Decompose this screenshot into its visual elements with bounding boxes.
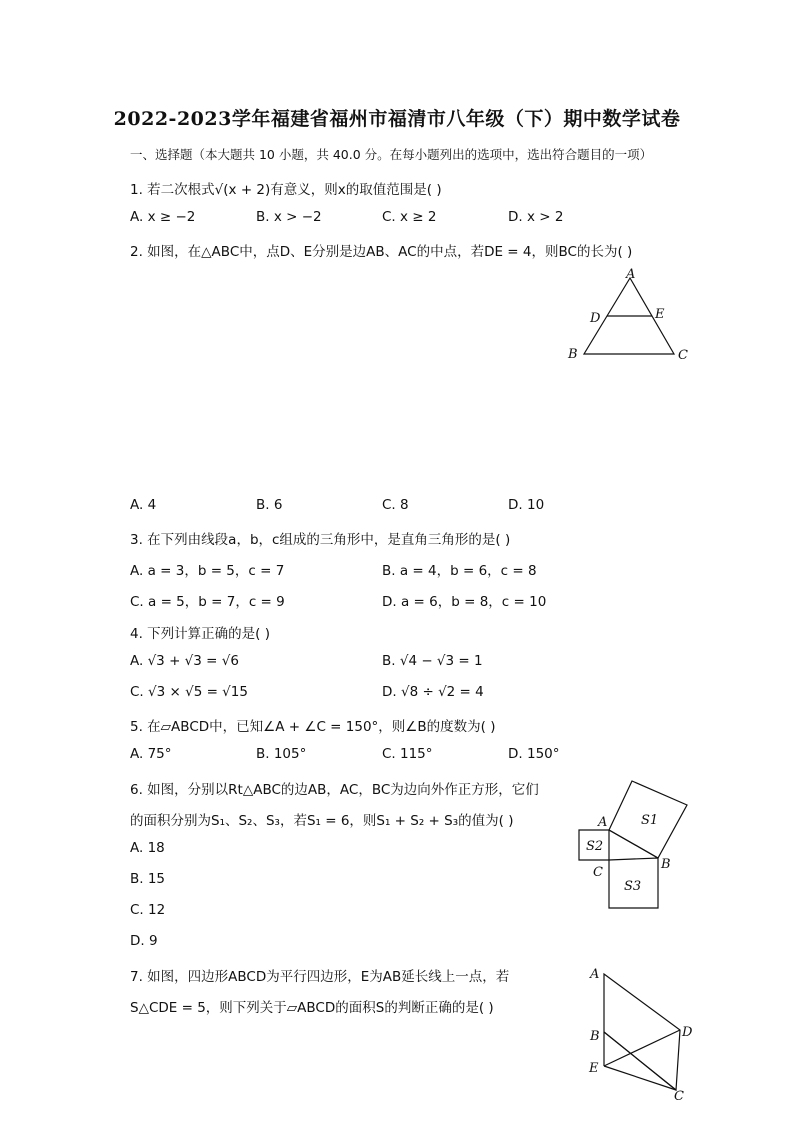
triangle-figure [560, 266, 700, 366]
section-heading: 一、选择题（本大题共 10 小题，共 40.0 分。在每小题列出的选项中，选出符合题目的一项） [130, 147, 653, 162]
question-3-stem: 3. 在下列由线段a，b，c组成的三角形中，是直角三角形的是( ) [130, 532, 511, 548]
q5-option-d: D. 150° [508, 746, 560, 762]
q4-option-a: A. √3 + √3 = √6 [130, 653, 239, 669]
q5-option-c: C. 115° [382, 746, 433, 762]
label-a: A [590, 967, 600, 982]
q5-option-b: B. 105° [256, 746, 307, 762]
question-1-stem: 1. 若二次根式√(x + 2)有意义，则x的取值范围是( ) [130, 182, 442, 198]
label-b: B [590, 1029, 600, 1044]
question-5-stem: 5. 在▱ABCD中，已知∠A + ∠C = 150°，则∠B的度数为( ) [130, 719, 496, 735]
label-a: A [598, 815, 608, 830]
q2-option-c: C. 8 [382, 497, 409, 513]
q1-option-a: A. x ≥ −2 [130, 209, 196, 225]
label-s2: S2 [586, 839, 604, 854]
q1-option-c: C. x ≥ 2 [382, 209, 437, 225]
label-c: C [674, 1089, 684, 1102]
label-e: E [655, 307, 665, 322]
q6-option-c: C. 12 [130, 902, 166, 918]
question-7-stem-line1: 7. 如图，四边形ABCD为平行四边形，E为AB延长线上一点，若 [130, 969, 510, 985]
q6-option-a: A. 18 [130, 840, 165, 856]
q2-option-a: A. 4 [130, 497, 157, 513]
label-d: D [590, 311, 601, 326]
segment-ed [604, 1030, 680, 1066]
segment-ec [604, 1066, 676, 1090]
q1-option-d: D. x > 2 [508, 209, 564, 225]
q2-option-d: D. 10 [508, 497, 545, 513]
q1-option-b: B. x > −2 [256, 209, 322, 225]
q6-option-d: D. 9 [130, 933, 158, 949]
q4-option-d: D. √8 ÷ √2 = 4 [382, 684, 484, 700]
label-b: B [568, 347, 578, 362]
page-title: 2022-2023学年福建省福州市福清市八年级（下）期中数学试卷 [113, 108, 681, 130]
parallelogram-figure [584, 962, 704, 1102]
label-c: C [593, 865, 603, 880]
q3-option-c: C. a = 5，b = 7，c = 9 [130, 594, 285, 610]
q4-option-b: B. √4 − √3 = 1 [382, 653, 483, 669]
q5-option-a: A. 75° [130, 746, 172, 762]
label-c: C [678, 348, 688, 363]
label-d: D [682, 1025, 693, 1040]
question-4-stem: 4. 下列计算正确的是( ) [130, 626, 270, 642]
label-b: B [661, 857, 671, 872]
parallelogram-abcd [604, 974, 680, 1090]
q3-option-d: D. a = 6，b = 8，c = 10 [382, 594, 547, 610]
label-s3: S3 [624, 879, 642, 894]
question-6-stem-line2: 的面积分别为S₁、S₂、S₃，若S₁ = 6，则S₁ + S₂ + S₃的值为( ) [130, 813, 514, 829]
question-2-stem: 2. 如图，在△ABC中，点D、E分别是边AB、AC的中点，若DE = 4，则BC的长为( ) [130, 244, 633, 260]
question-6-stem-line1: 6. 如图，分别以Rt△ABC的边AB，AC，BC为边向外作正方形，它们 [130, 782, 539, 798]
label-s1: S1 [641, 813, 659, 828]
q6-option-b: B. 15 [130, 871, 166, 887]
label-a: A [626, 267, 636, 282]
squares-figure [572, 776, 697, 916]
q3-option-b: B. a = 4，b = 6，c = 8 [382, 563, 537, 579]
hypotenuse-ab [609, 830, 658, 858]
label-e: E [589, 1061, 599, 1076]
question-7-stem-line2: S△CDE = 5，则下列关于▱ABCD的面积S的判断正确的是( ) [130, 1000, 494, 1016]
q3-option-a: A. a = 3，b = 5，c = 7 [130, 563, 285, 579]
q2-option-b: B. 6 [256, 497, 283, 513]
q4-option-c: C. √3 × √5 = √15 [130, 684, 248, 700]
